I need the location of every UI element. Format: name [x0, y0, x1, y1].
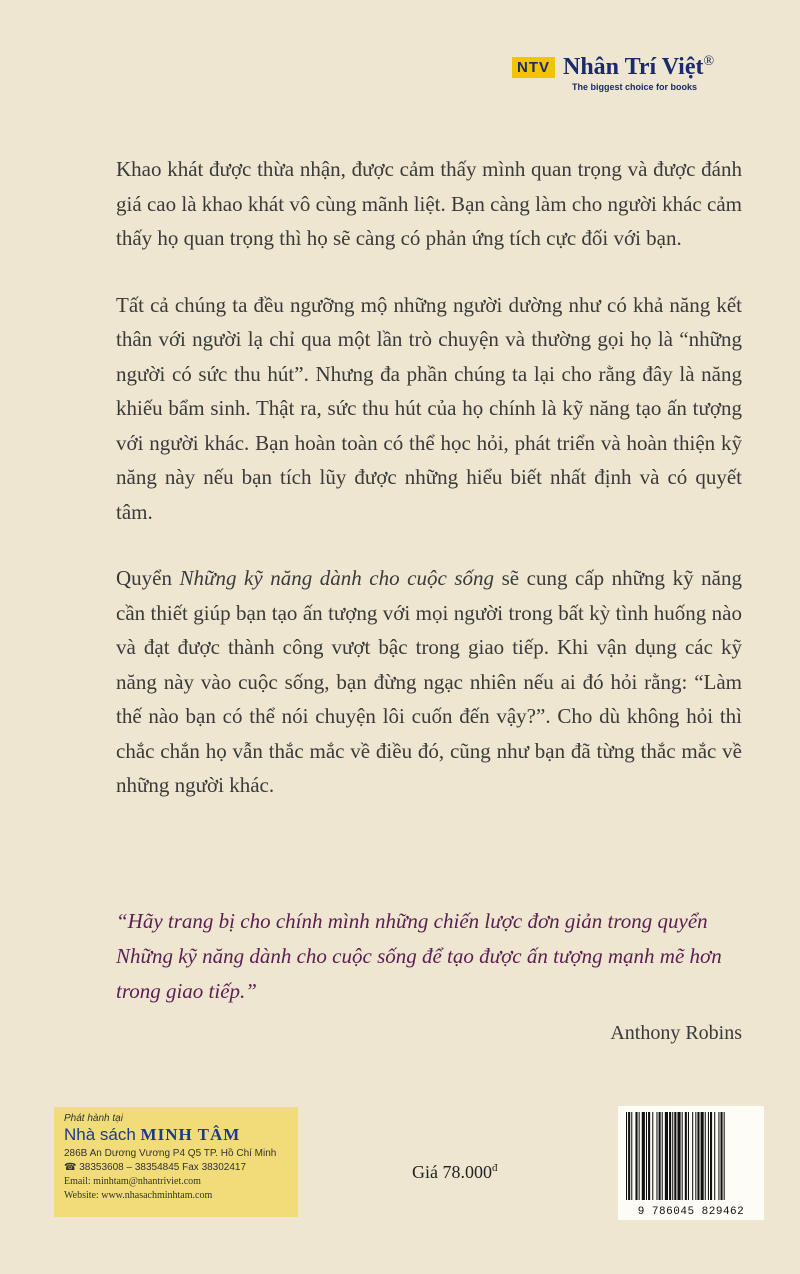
barcode-bar	[662, 1112, 663, 1200]
paragraph-2: Tất cả chúng ta đều ngưỡng mộ những người dường như có khả năng kết thân với người lạ chỉ qua một lần trò chuyện và thường gọi họ là “những người có sức thu hút”. Nhưng đa phần chúng ta lại cho rằng đây là năng khiếu bẩm sinh. Thật ra, sức thu hút của họ chính là kỹ năng tạo ấn tượng với người khác. Bạn hoàn toàn có thể học hỏi, phát triển và hoàn thiện kỹ năng này nếu bạn tích lũy được những hiểu biết nhất định và có quyết tâm.	[116, 292, 742, 524]
distributor-website: Website: www.nhasachminhtam.com	[64, 1190, 213, 1201]
distributor-phone: ☎ 38353608 – 38354845 Fax 38302417	[64, 1162, 247, 1173]
barcode-bar	[639, 1112, 640, 1200]
logo-badge: NTV	[512, 57, 555, 78]
description-body	[116, 152, 742, 835]
barcode-bar	[674, 1112, 676, 1200]
distributor-email: Email: minhtam@nhantriviet.com	[64, 1176, 201, 1187]
distributor-label: Phát hành tại	[64, 1113, 123, 1124]
quote-text: “Hãy trang bị cho chính mình những chiến lược đơn giản trong quyển Những kỹ năng dành cho cuộc sống để tạo được ấn tượng mạnh mẽ hơn trong giao tiếp.”	[116, 909, 722, 1003]
paragraph-1: Khao khát được thừa nhận, được cảm thấy mình quan trọng và được đánh giá cao là khao khát vô cùng mãnh liệt. Bạn càng làm cho người khác cảm thấy họ quan trọng thì họ sẽ càng có phản ứng tích cực đối với bạn.	[116, 157, 742, 250]
paragraph-3: Quyển Những kỹ năng dành cho cuộc sống sẽ cung cấp những kỹ năng cần thiết giúp bạn tạo ấn tượng với mọi người trong bất kỳ tình huống nào và đạt được thành công vượt bậc trong giao tiếp. Khi vận dụng các kỹ năng này vào cuộc sống, bạn đừng ngạc nhiên nếu ai đó hỏi rằng: “Làm thế nào bạn có thể nói chuyện lôi cuốn đến vậy?”. Cho dù không hỏi thì chắc chắn họ vẫn thắc mắc về điều đó, cũng như bạn đã từng thắc mắc về những người khác.	[116, 566, 742, 797]
barcode-bars	[624, 1112, 758, 1200]
barcode-bar	[724, 1112, 725, 1200]
logo-tagline: The biggest choice for books	[572, 82, 698, 92]
barcode-bar	[701, 1112, 704, 1200]
barcode-bar	[685, 1112, 687, 1200]
distributor-box	[54, 1107, 298, 1217]
logo-brand: Nhân Trí Việt®	[563, 54, 715, 80]
barcode-bar	[652, 1112, 653, 1200]
barcode-bar	[626, 1112, 627, 1200]
distributor-name: Nhà sách MINH TÂM	[64, 1125, 241, 1144]
barcode-bar	[710, 1112, 712, 1200]
barcode-bar	[718, 1112, 719, 1200]
barcode-bar	[648, 1112, 650, 1200]
barcode-bar	[705, 1112, 706, 1200]
barcode-bar	[677, 1112, 680, 1200]
barcode-bar	[692, 1112, 693, 1200]
barcode-bar	[714, 1112, 715, 1200]
barcode-bar	[672, 1112, 673, 1200]
barcode-bar	[628, 1112, 630, 1200]
quote-author: Anthony Robins	[610, 1022, 742, 1044]
publisher-logo	[512, 54, 714, 92]
barcode-bar	[682, 1112, 683, 1200]
price-label: Giá $78.000^đ$	[412, 1162, 498, 1182]
barcode-bar	[631, 1112, 632, 1200]
barcode-bar	[669, 1112, 671, 1200]
barcode-bar	[695, 1112, 696, 1200]
barcode-bar	[656, 1112, 657, 1200]
isbn-number: 9 786045 829462	[637, 1206, 745, 1218]
barcode-bar	[665, 1112, 668, 1200]
distributor-address: 286B An Dương Vương P4 Q5 TP. Hồ Chí Minh	[64, 1148, 277, 1159]
book-title: Những kỹ năng dành cho cuộc sống	[179, 566, 495, 590]
barcode-bar	[659, 1112, 661, 1200]
barcode-bar	[697, 1112, 699, 1200]
barcode	[618, 1106, 764, 1220]
barcode-bar	[642, 1112, 645, 1200]
barcode-bar	[708, 1112, 709, 1200]
barcode-bar	[721, 1112, 723, 1200]
endorsement-quote	[116, 904, 742, 1009]
barcode-bar	[688, 1112, 689, 1200]
barcode-bar	[646, 1112, 647, 1200]
barcode-bar	[635, 1112, 637, 1200]
